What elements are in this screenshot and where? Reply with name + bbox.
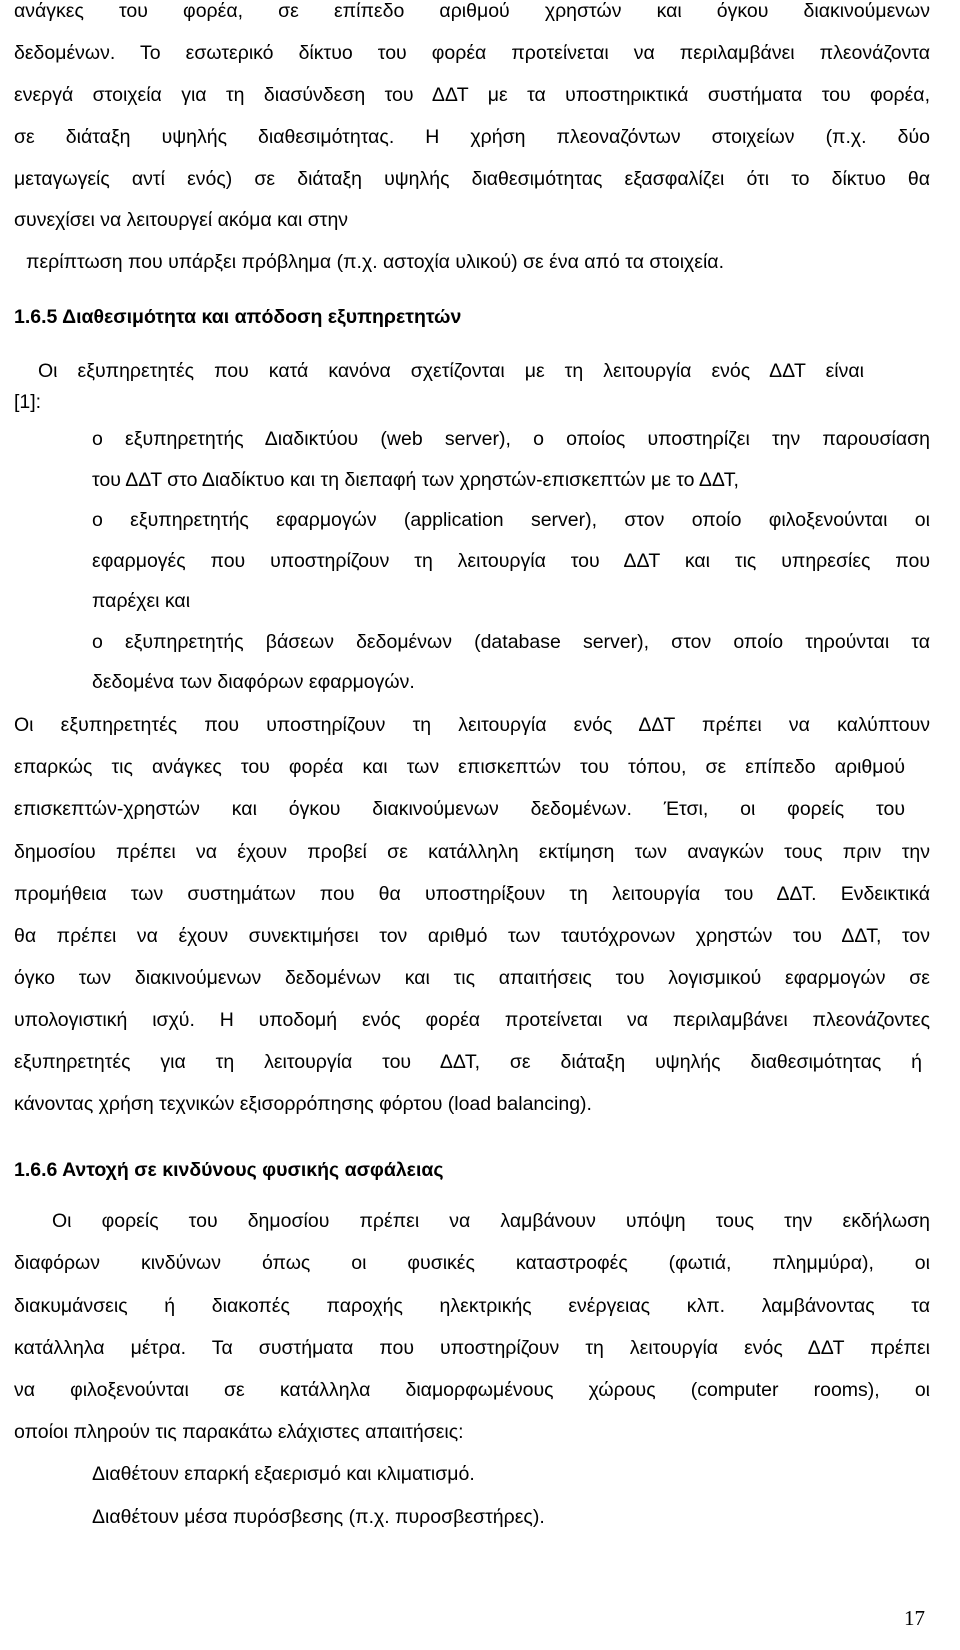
- text-line: Οι εξυπηρετητές που κατά κανόνα σχετίζονται με τη λειτουργία ενός ΔΔΤ είναι: [38, 360, 864, 382]
- text-line: δεδομένα των διαφόρων εφαρμογών.: [92, 671, 415, 693]
- text-line: υπολογιστική ισχύ. Η υποδομή ενός φορέα προτείνεται να περιλαμβάνει πλεονάζοντες: [14, 1009, 930, 1031]
- text-line: Οι εξυπηρετητές που υποστηρίζουν τη λειτουργία ενός ΔΔΤ πρέπει να καλύπτουν: [14, 714, 930, 736]
- text-line: προμήθεια των συστημάτων που θα υποστηρίξουν τη λειτουργία του ΔΔΤ. Ενδεικτικά: [14, 883, 930, 905]
- text-line: συνεχίσει να λειτουργεί ακόμα και στην: [14, 209, 349, 231]
- section-heading: 1.6.5 Διαθεσιμότητα και απόδοση εξυπηρετητών: [14, 306, 462, 328]
- list-item: Διαθέτουν μέσα πυρόσβεσης (π.χ. πυροσβεστήρες).: [92, 1506, 545, 1528]
- text-line: θα πρέπει να έχουν συνεκτιμήσει τον αριθμό των ταυτόχρονων χρηστών του ΔΔΤ, τον: [14, 925, 930, 947]
- text-line: περίπτωση που υπάρξει πρόβλημα (π.χ. αστοχία υλικού) σε ένα από τα στοιχεία.: [26, 251, 725, 273]
- text-line: επισκεπτών-χρηστών και όγκου διακινούμενων δεδομένων. Έτσι, οι φορείς του: [14, 798, 905, 820]
- list-item: Διαθέτουν επαρκή εξαερισμό και κλιματισμό.: [92, 1463, 475, 1485]
- section-heading: 1.6.6 Αντοχή σε κινδύνους φυσικής ασφάλειας: [14, 1159, 444, 1181]
- text-line: εφαρμογές που υποστηρίζουν τη λειτουργία του ΔΔΤ και τις υπηρεσίες που: [92, 550, 930, 572]
- text-line: όγκο των διακινούμενων δεδομένων και τις απαιτήσεις του λογισμικού εφαρμογών σε: [14, 967, 930, 989]
- text-line: του ΔΔΤ στο Διαδίκτυο και τη διεπαφή των χρηστών-επισκεπτών με το ΔΔΤ,: [92, 469, 739, 491]
- text-line: μεταγωγείς αντί ενός) σε διάταξη υψηλής διαθεσιμότητας εξασφαλίζει ότι το δίκτυο θα: [14, 168, 930, 190]
- text-line: ο εξυπηρετητής Διαδικτύου (web server), ο οποίος υποστηρίζει την παρουσίαση: [92, 428, 930, 450]
- text-line: ο εξυπηρετητής βάσεων δεδομένων (database server), στον οποίο τηρούνται τα: [92, 631, 930, 653]
- text-line: επαρκώς τις ανάγκες του φορέα και των επισκεπτών του τόπου, σε επίπεδο αριθμού: [14, 756, 905, 778]
- text-line: εξυπηρετητές για τη λειτουργία του ΔΔΤ, σε διάταξη υψηλής διαθεσιμότητας ή: [14, 1051, 922, 1073]
- text-line: ενεργά στοιχεία για τη διασύνδεση του ΔΔΤ με τα υποστηρικτικά συστήματα του φορέα,: [14, 84, 930, 106]
- text-line: ανάγκες του φορέα, σε επίπεδο αριθμού χρηστών και όγκου διακινούμενων: [14, 0, 930, 22]
- text-line: διακυμάνσεις ή διακοπές παροχής ηλεκτρικής ενέργειας κλπ. λαμβάνοντας τα: [14, 1295, 930, 1317]
- text-line: διαφόρων κινδύνων όπως οι φυσικές καταστροφές (φωτιά, πλημμύρα), οι: [14, 1252, 930, 1274]
- text-line: κάνοντας χρήση τεχνικών εξισορρόπησης φόρτου (load balancing).: [14, 1093, 592, 1115]
- text-line: παρέχει και: [92, 590, 191, 612]
- text-line: να φιλοξενούνται σε κατάλληλα διαμορφωμένους χώρους (computer rooms), οι: [14, 1379, 930, 1401]
- text-line: κατάλληλα μέτρα. Τα συστήματα που υποστηρίζουν τη λειτουργία ενός ΔΔΤ πρέπει: [14, 1337, 930, 1359]
- text-line: [1]:: [14, 391, 42, 413]
- text-line: οποίοι πληρούν τις παρακάτω ελάχιστες απαιτήσεις:: [14, 1421, 464, 1443]
- page-number: 17: [904, 1606, 925, 1630]
- text-line: ο εξυπηρετητής εφαρμογών (application server), στον οποίο φιλοξενούνται οι: [92, 509, 930, 531]
- text-line: δεδομένων. Το εσωτερικό δίκτυο του φορέα προτείνεται να περιλαμβάνει πλεονάζοντα: [14, 42, 930, 64]
- text-line: σε διάταξη υψηλής διαθεσιμότητας. Η χρήση πλεοναζόντων στοιχείων (π.χ. δύο: [14, 126, 930, 148]
- text-line: δημοσίου πρέπει να έχουν προβεί σε κατάλληλη εκτίμηση των αναγκών τους πριν την: [14, 841, 930, 863]
- text-line: Οι φορείς του δημοσίου πρέπει να λαμβάνουν υπόψη τους την εκδήλωση: [52, 1210, 930, 1232]
